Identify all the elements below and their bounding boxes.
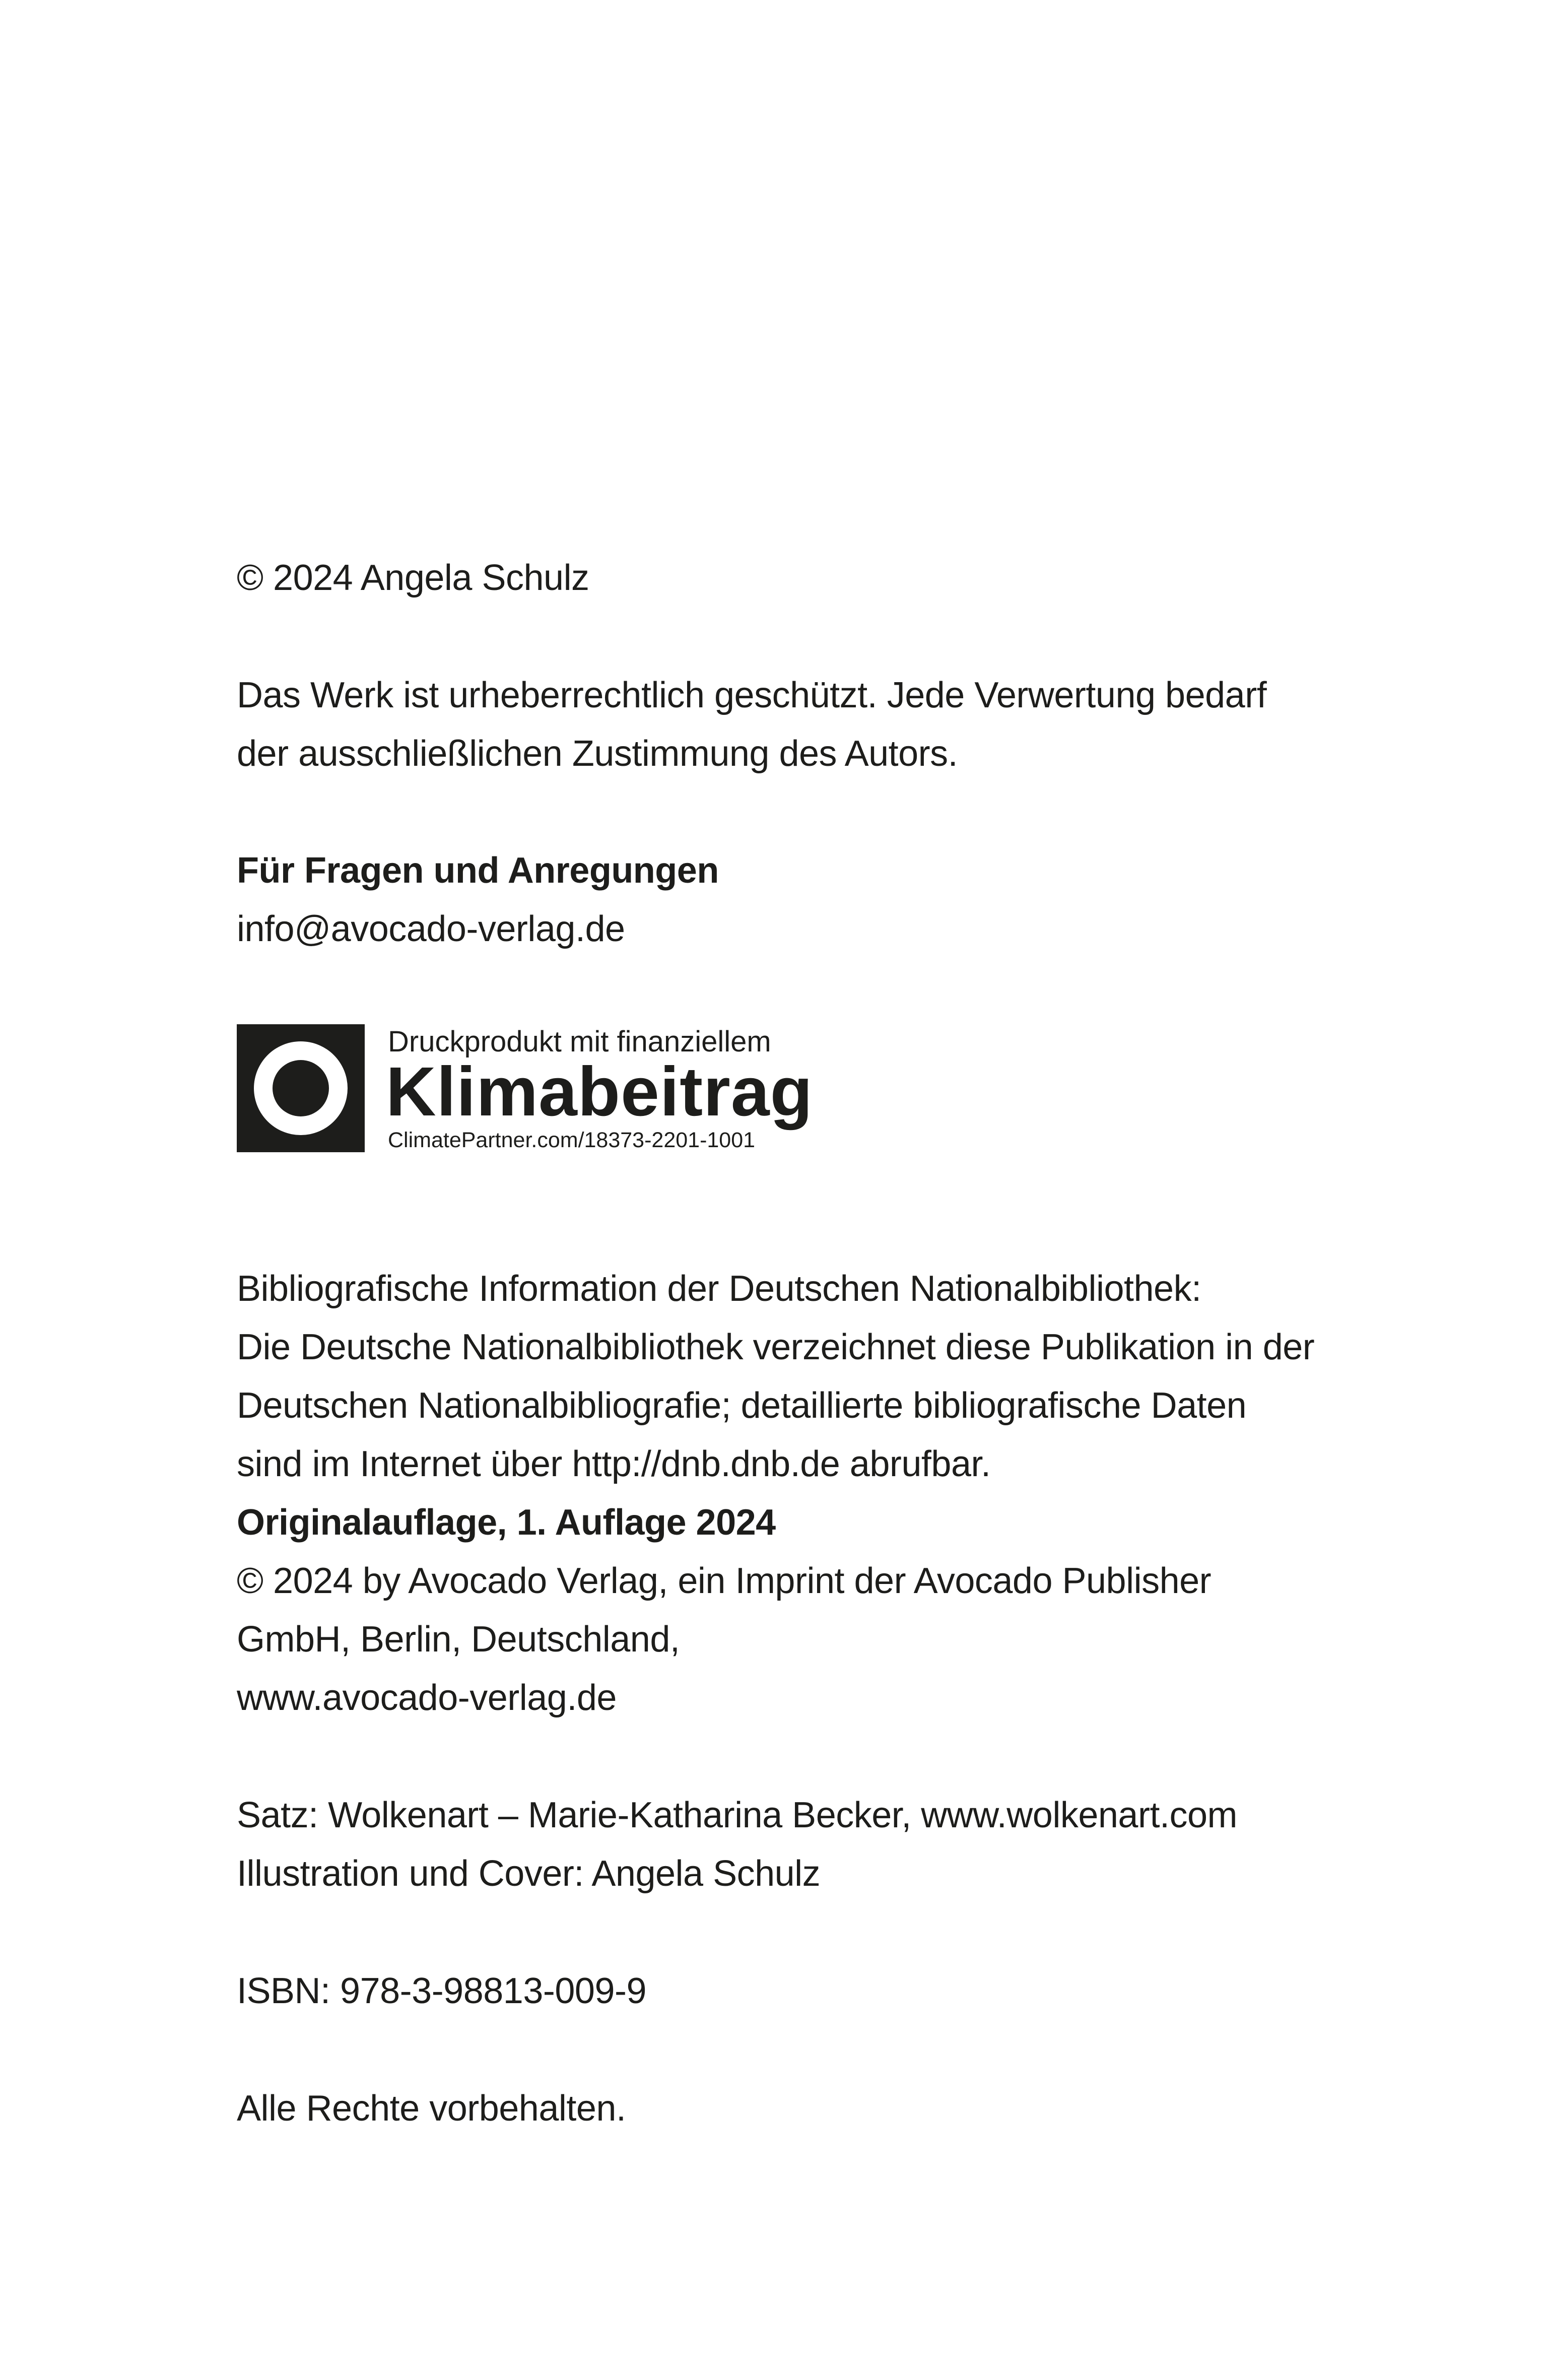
badge-top-text: Druckprodukt mit finanziellem (388, 1025, 771, 1058)
typesetting-credit: Satz: Wolkenart – Marie-Katharina Becker, www.wolkenart.com (237, 1795, 1237, 1835)
isbn: ISBN: 978-3-98813-009-9 (237, 1971, 647, 2011)
badge-main-text: Klimabeitrag (386, 1053, 813, 1131)
contact-heading: Für Fragen und Anregungen (237, 850, 719, 891)
rights-notice-line-1: Das Werk ist urheberrechtlich geschützt. Jede Verwertung bedarf (237, 675, 1267, 715)
badge-url: ClimatePartner.com/18373-2201-1001 (388, 1128, 756, 1152)
edition-info: Originalauflage, 1. Auflage 2024 (237, 1502, 776, 1543)
bibliographic-line-3: Deutschen Nationalbibliografie; detaillierte bibliografische Daten (237, 1385, 1247, 1426)
bibliographic-line-1: Bibliografische Information der Deutschen Nationalbibliothek: (237, 1269, 1201, 1309)
publisher-line-2: GmbH, Berlin, Deutschland, (237, 1619, 680, 1660)
publisher-line-1: © 2024 by Avocado Verlag, ein Imprint der Avocado Publisher (237, 1561, 1212, 1601)
rights-notice-line-2: der ausschließlichen Zustimmung des Autors. (237, 734, 958, 774)
contact-email: info@avocado-verlag.de (237, 909, 625, 949)
climate-partner-logo-icon (237, 1024, 365, 1152)
copyright-author: © 2024 Angela Schulz (237, 558, 589, 598)
all-rights-reserved: Alle Rechte vorbehalten. (237, 2088, 626, 2129)
publisher-website: www.avocado-verlag.de (237, 1678, 617, 1718)
climate-partner-badge (237, 1024, 892, 1152)
bibliographic-line-2: Die Deutsche Nationalbibliothek verzeichnet diese Publikation in der (237, 1327, 1315, 1367)
bibliographic-line-4: sind im Internet über http://dnb.dnb.de abrufbar. (237, 1444, 991, 1484)
illustration-credit: Illustration und Cover: Angela Schulz (237, 1854, 821, 1894)
